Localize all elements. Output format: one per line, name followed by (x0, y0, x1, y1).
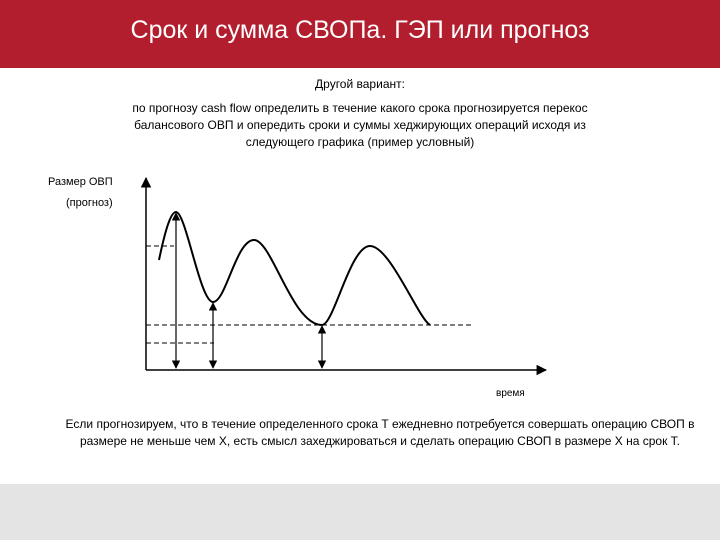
y-axis-label: Размер ОВП (48, 176, 113, 188)
x-axis-label: время (496, 388, 525, 399)
y-axis-label-sub: (прогноз) (66, 197, 113, 209)
subtitle: Другой вариант: (315, 77, 405, 91)
conclusion-text: Если прогнозируем, что в течение определенного срока Т ежедневно потребуется совершать операцию СВОП в размере не меньше чем X, есть смысл захеджироваться и сделать операцию СВОП в размере Х на срок Т. (65, 417, 695, 448)
footer-band (0, 484, 720, 540)
page-title: Срок и сумма СВОПа. ГЭП или прогноз (130, 16, 590, 44)
forecast-curve (159, 212, 430, 325)
intro-text: по прогнозу cash flow определить в течение какого срока прогнозируется перекос балансового ОВП и опередить сроки и суммы хеджирующих операций исходя из следующего графика (пример условный) (132, 101, 588, 149)
